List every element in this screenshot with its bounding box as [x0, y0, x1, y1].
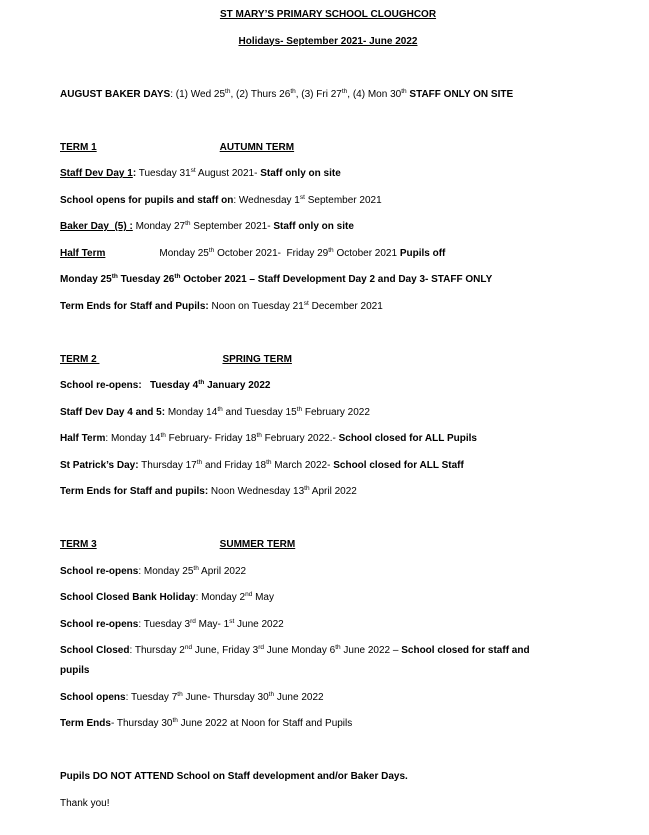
text-run: Pupils off — [399, 247, 446, 259]
text-run: th — [174, 273, 181, 280]
school-closed-june — [60, 644, 596, 658]
text-run: September 2021 — [304, 194, 382, 206]
half-term-term1 — [60, 247, 596, 261]
text-run: Staff Dev Day 1 — [60, 168, 133, 179]
school-opens-term1 — [60, 194, 596, 208]
text-run: th — [290, 87, 296, 95]
text-run: December 2021 — [308, 300, 383, 312]
text-run: : Monday 14 — [105, 433, 161, 444]
staff-dev-day-4-5 — [60, 406, 596, 420]
text-run: AUGUST BAKER DAYS — [60, 88, 171, 100]
spacer — [60, 114, 596, 128]
text-run: August 2021- — [195, 168, 261, 179]
document-title: ST MARY’S PRIMARY SCHOOL CLOUGHCOR — [219, 9, 437, 20]
term2-ends — [60, 485, 596, 499]
text-run: th — [335, 644, 341, 651]
text-run: February 2022 — [302, 406, 370, 418]
spacer — [60, 326, 596, 340]
text-run: School re-opens — [60, 618, 139, 630]
text-run: th — [328, 246, 334, 254]
staff-dev-day-1 — [60, 167, 596, 181]
text-run: School opens — [60, 691, 126, 703]
school-closed-june-cont — [60, 664, 596, 678]
text-run: th — [266, 458, 272, 466]
text-run: Baker Day (5) : — [60, 221, 133, 232]
text-run: TERM 1 — [60, 141, 97, 153]
text-run: Monday 27 — [132, 221, 186, 232]
text-run: April 2022 — [309, 486, 357, 497]
term1-heading — [60, 141, 596, 155]
text-run: : — [132, 168, 137, 179]
text-run: Noon on Tuesday 21 — [208, 300, 304, 312]
half-term-term2 — [60, 432, 596, 446]
text-run: Monday 25 — [60, 274, 112, 285]
text-run: rd — [258, 644, 265, 651]
text-run: th — [341, 87, 348, 95]
text-run: and Friday 18 — [202, 459, 267, 471]
text-run: STAFF ONLY ON SITE — [409, 88, 514, 100]
baker-day-5 — [60, 220, 596, 234]
text-run: : Thursday 2 — [129, 645, 185, 656]
text-run: Monday 25 — [159, 247, 209, 259]
text-run: January 2022 — [204, 380, 271, 391]
text-run: May — [252, 592, 274, 603]
text-run: Term Ends for Staff and pupils: — [60, 486, 209, 497]
text-run: School Closed — [60, 645, 130, 656]
text-run: : Wednesday 1 — [233, 194, 300, 206]
term1-ends — [60, 300, 596, 314]
text-run: th — [172, 717, 178, 724]
text-run: Thursday 17 — [138, 459, 197, 471]
text-run: Tuesday 26 — [117, 274, 175, 285]
text-run: th — [208, 246, 215, 254]
text-run: , (2) Thurs 26 — [230, 88, 291, 100]
pupils-note — [60, 770, 596, 784]
text-run: Thank you! — [60, 797, 110, 809]
term3-heading — [60, 538, 596, 552]
term2-heading — [60, 353, 596, 367]
text-run: th — [193, 564, 199, 572]
text-run: st — [299, 193, 305, 201]
text-run: June Monday 6 — [264, 645, 336, 656]
text-run: School opens for pupils and staff on — [60, 194, 234, 206]
text-run: th — [111, 273, 118, 280]
document-body — [60, 61, 596, 811]
school-reopens-may — [60, 618, 596, 632]
text-run: School closed for ALL Pupils — [338, 433, 477, 444]
text-run: nd — [245, 591, 253, 598]
august-baker-days — [60, 88, 596, 102]
text-run: th — [225, 87, 231, 95]
text-run: June, Friday 3 — [192, 645, 259, 656]
text-run: Tuesday 31 — [136, 168, 191, 179]
text-run: st — [229, 617, 235, 625]
text-run: : Tuesday 7 — [125, 691, 178, 703]
spacer — [60, 744, 596, 758]
text-run: Term Ends for Staff and Pupils: — [60, 300, 209, 312]
spacer — [60, 512, 596, 526]
spacer — [60, 61, 596, 75]
text-run: Pupils DO NOT ATTEND School on Staff development and/or Baker Days. — [60, 771, 408, 782]
text-run: June 2022 — [274, 691, 324, 703]
text-run: Staff Dev Day 4 and 5: — [60, 406, 166, 418]
text-run: TERM 3 — [60, 539, 97, 550]
text-run: pupils — [60, 665, 90, 676]
school-opens-june — [60, 691, 596, 705]
text-run: February 2022.- — [261, 433, 339, 444]
text-run: : Monday 2 — [195, 592, 246, 603]
document-subtitle: Holidays- September 2021- June 2022 — [238, 35, 418, 47]
text-run: St Patrick’s Day: — [60, 459, 139, 471]
text-run: June 2022 — [234, 618, 284, 630]
text-run: rd — [190, 617, 196, 625]
text-run: SPRING TERM — [222, 353, 292, 365]
text-run: nd — [184, 644, 193, 651]
text-run: : (1) Wed 25 — [170, 88, 226, 100]
text-run: st — [303, 299, 309, 307]
text-run: th — [198, 379, 205, 386]
term3-ends — [60, 717, 596, 731]
text-run: June 2022 – — [340, 645, 402, 656]
thank-you — [60, 797, 596, 811]
text-run: March 2022- — [271, 459, 334, 471]
text-run: September 2021- — [190, 221, 274, 232]
text-run: Half Term — [60, 247, 106, 259]
text-run: Term Ends — [60, 718, 111, 729]
text-run: October 2021 — [333, 247, 400, 259]
text-run: School re-opens — [60, 565, 139, 577]
text-run: th — [296, 405, 303, 413]
text-run: th — [401, 87, 407, 95]
text-run: st — [190, 167, 196, 174]
text-run: School Closed Bank Holiday — [60, 592, 196, 603]
text-run: Noon Wednesday 13 — [208, 486, 305, 497]
text-run: Half Term — [60, 433, 106, 444]
text-run: th — [196, 458, 203, 466]
text-run: th — [256, 432, 262, 439]
text-run: th — [177, 690, 183, 698]
text-run: TERM 2 — [60, 353, 100, 365]
text-run: Monday 14 — [165, 406, 218, 418]
text-run: th — [185, 220, 191, 227]
text-run: October 2021- Friday 29 — [214, 247, 329, 259]
text-run: , (3) Fri 27 — [295, 88, 342, 100]
text-run: Staff only on site — [260, 168, 341, 179]
school-reopens-january — [60, 379, 596, 393]
text-run: Staff only on site — [273, 221, 354, 232]
bank-holiday — [60, 591, 596, 605]
text-run: th — [160, 432, 166, 439]
st-patricks-day — [60, 459, 596, 473]
text-run: th — [268, 690, 275, 698]
text-run: th — [304, 485, 310, 492]
text-run: June 2022 at Noon for Staff and Pupils — [177, 718, 353, 729]
text-run: June- Thursday 30 — [182, 691, 269, 703]
school-reopens-april — [60, 565, 596, 579]
text-run: School re-opens: Tuesday 4 — [60, 380, 199, 391]
text-run: School closed for staff and — [401, 645, 530, 656]
text-run: AUTUMN TERM — [219, 141, 295, 153]
text-run: April 2022 — [198, 565, 247, 577]
text-run: October 2021 – Staff Development Day 2 and Day 3- STAFF ONLY — [180, 274, 493, 285]
text-run: th — [217, 405, 223, 413]
text-run: SUMMER TERM — [219, 539, 296, 550]
text-run: School closed for ALL Staff — [333, 459, 464, 471]
text-run: : Monday 25 — [138, 565, 194, 577]
text-run: , (4) Mon 30 — [347, 88, 402, 100]
text-run: and Tuesday 15 — [222, 406, 297, 418]
text-run: - Thursday 30 — [110, 718, 173, 729]
text-run: February- Friday 18 — [165, 433, 257, 444]
text-run: : Tuesday 3 — [138, 618, 191, 630]
staff-dev-day-2-3 — [60, 273, 596, 287]
text-run: May- 1 — [195, 618, 230, 630]
